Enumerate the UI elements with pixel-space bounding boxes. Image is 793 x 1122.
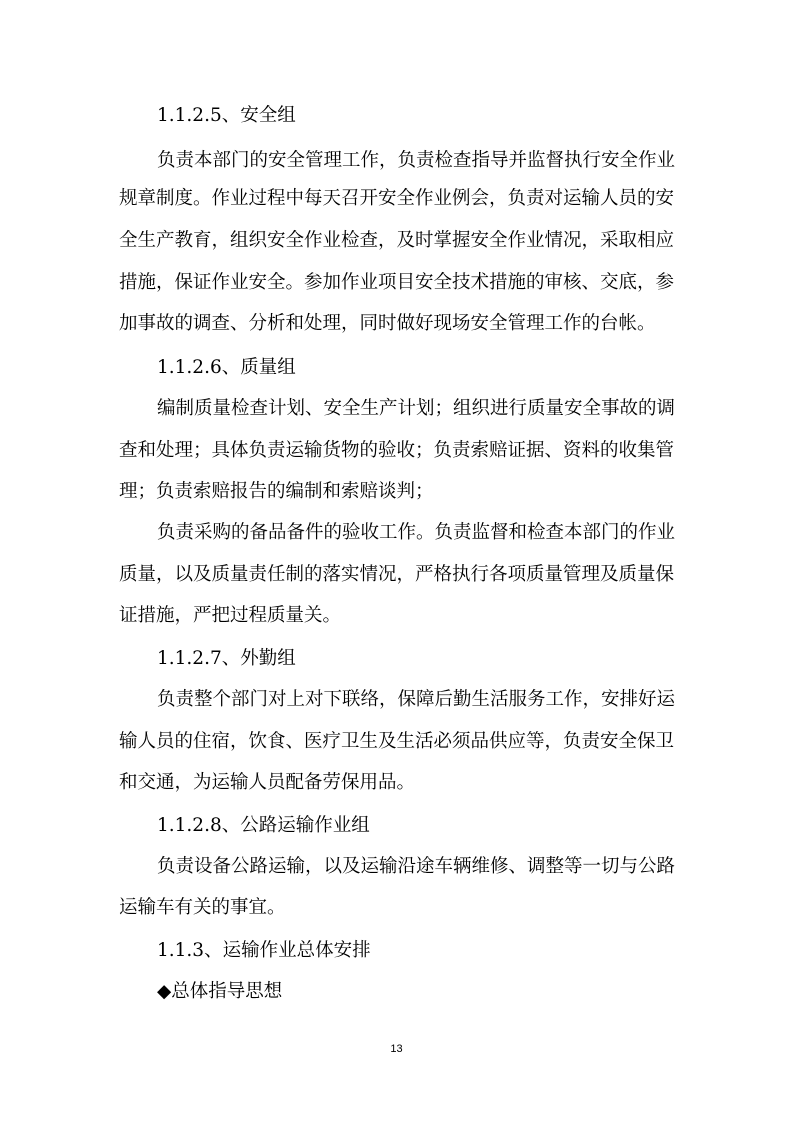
paragraph-line: 负责设备公路运输，以及运输沿途车辆维修、调整等一切与公路 [157,856,676,877]
paragraph-line: 编制质量检查计划、安全生产计划；组织进行质量安全事故的调 [157,398,676,419]
section-heading-1-1-2-5: 1.1.2.5、安全组 [157,105,296,126]
section-heading-1-1-2-7: 1.1.2.7、外勤组 [157,648,296,669]
paragraph-line: 运输车有关的事宜。 [119,897,286,918]
paragraph-line: 查和处理；具体负责运输货物的验收；负责索赔证据、资料的收集管 [119,440,675,461]
paragraph-line: 负责采购的备品备件的验收工作。负责监督和检查本部门的作业 [157,522,676,543]
page-number: 13 [390,1043,403,1055]
paragraph-line: 输人员的住宿，饮食、医疗卫生及生活必须品供应等，负责安全保卫 [119,731,675,752]
paragraph-line: 全生产教育，组织安全作业检查，及时掌握安全作业情况，采取相应 [119,230,675,251]
section-heading-1-1-3: 1.1.3、运输作业总体安排 [157,940,371,961]
paragraph-line: 措施，保证作业安全。参加作业项目安全技术措施的审核、交底，参 [119,272,675,293]
bullet-heading: ◆总体指导思想 [157,981,283,1002]
paragraph-line: 加事故的调查、分析和处理，同时做好现场安全管理工作的台帐。 [119,313,656,334]
section-heading-1-1-2-8: 1.1.2.8、公路运输作业组 [157,815,370,836]
paragraph-line: 规章制度。作业过程中每天召开安全作业例会，负责对运输人员的安 [119,188,675,209]
paragraph-line: 质量，以及质量责任制的落实情况，严格执行各项质量管理及质量保 [119,564,675,585]
paragraph-line: 负责本部门的安全管理工作，负责检查指导并监督执行安全作业 [157,150,676,171]
paragraph-line: 负责整个部门对上对下联络，保障后勤生活服务工作，安排好运 [157,689,676,710]
paragraph-line: 证措施，严把过程质量关。 [119,605,342,626]
paragraph-line: 理；负责索赔报告的编制和索赔谈判； [119,481,434,502]
section-heading-1-1-2-6: 1.1.2.6、质量组 [157,357,296,378]
paragraph-line: 和交通，为运输人员配备劳保用品。 [119,772,416,793]
